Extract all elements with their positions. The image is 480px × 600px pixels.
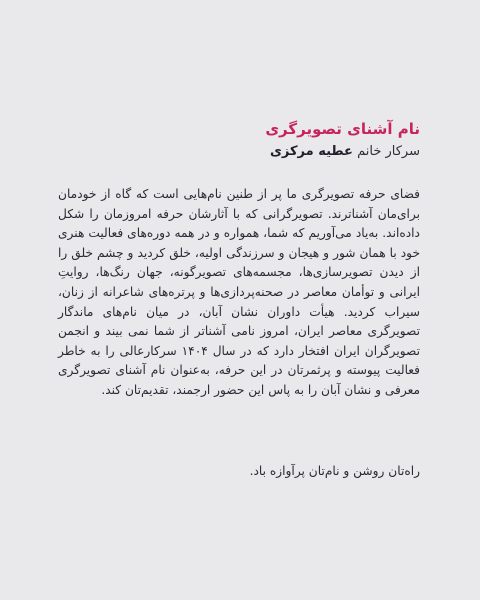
recipient-line bbox=[60, 142, 420, 162]
page-title: نام آشنای تصویرگری bbox=[265, 120, 420, 138]
recipient-honorific: سرکار خانم bbox=[357, 144, 420, 159]
letter-closing: راه‌تان روشن و نام‌تان پرآوازه باد. bbox=[249, 464, 420, 478]
letter-body-paragraph: فضای حرفه تصویرگری ما پر از طنین نام‌هایی است که گاه از خودمان برای‌مان آشناترند. تصویرگرانی که با آثارشان حرفه امروزمان را شکل داده‌اند. به‌یاد می‌آوریم که شما، همواره و در همه دوره‌های فعالیت هنری خود با همان شور و هیجان و سرزندگی اولیه، خلق کردید و چشم خلق را از دیدن تصویرسازی‌ها، مجسمه‌های تصویرگونه، جهان رنگ‌ها، روایتِ ایرانی و توأمان معاصر در صحنه‌پردازی‌ها و پرتره‌های شاعرانه از زنان، سیراب کردید. هیأت داوران نشان آبان، در میان نام‌های ماندگار تصویرگری معاصر ایران، امروز نامی آشناتر از شما نمی بیند و انجمن تصویرگران ایران افتخار دارد که در سال ۱۴۰۴ سرکارعالی را به خاطر فعالیت پیوسته و پرثمرتان در این حرفه، به‌عنوان نام آشنای تصویرگری معرفی و نشان آبان را به پاس این حضور ارجمند، تقدیم‌تان کند. bbox=[58, 187, 421, 397]
letter-header bbox=[60, 118, 420, 162]
recipient-name: عطیه مرکزی bbox=[269, 144, 353, 159]
